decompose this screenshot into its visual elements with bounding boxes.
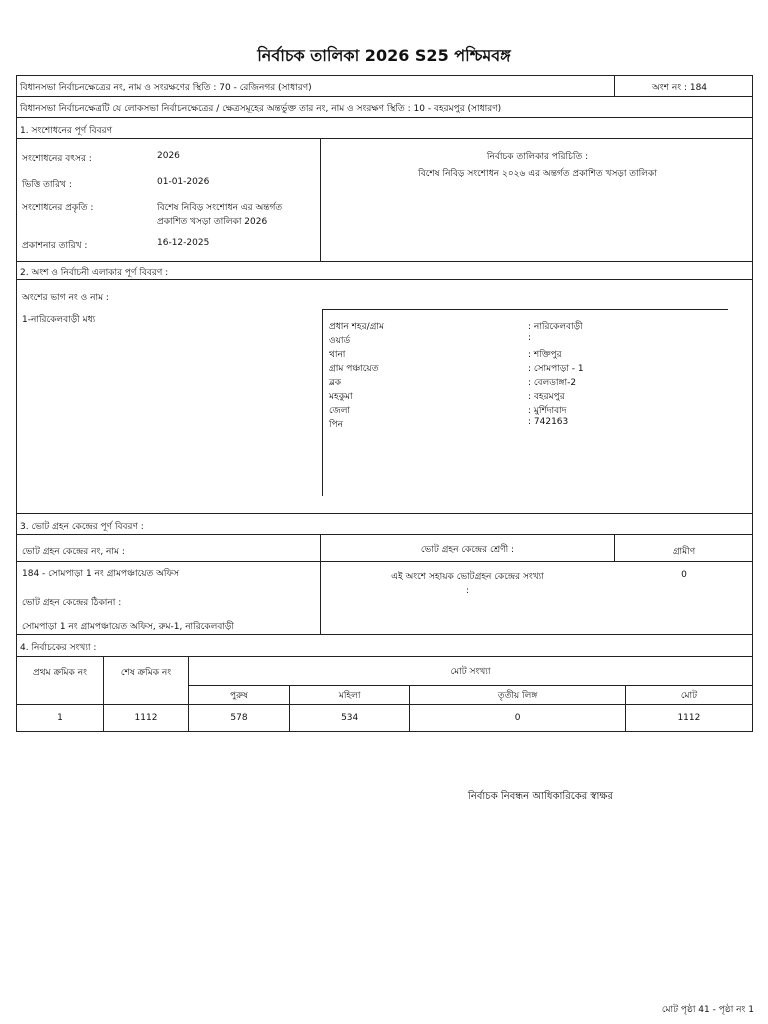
section1-divider	[320, 138, 321, 262]
place-row-key: ওয়ার্ড	[329, 336, 351, 346]
first-serial-value: 1	[17, 705, 104, 732]
station-address-value: সোমপাড়া 1 নং গ্রামপঞ্চায়েত অফিস, রুম-1, নারিকেলবাড়ী	[22, 622, 234, 632]
roll-identification-label: নির্বাচক তালিকার পরিচিতি :	[486, 152, 589, 162]
third-gender-count: 0	[410, 705, 625, 732]
sum-header: মোট	[625, 686, 752, 705]
page-number: মোট পৃষ্ঠা 41 - পৃষ্ঠা নং 1	[661, 1005, 754, 1015]
page-title: নির্বাচক তালিকা 2026 S25 পশ্চিমবঙ্গ	[257, 46, 511, 65]
publication-date-label: প্রকাশনার তারিখ :	[22, 241, 88, 251]
auxiliary-stations-label: এই অংশে সহায়ক ভোটগ্রহন কেন্দ্রের সংখ্যা	[391, 572, 544, 582]
section3-heading: 3. ভোট গ্রহন কেন্দ্রের পূর্ণ বিবরণ :	[20, 522, 144, 532]
base-date-label: ভিত্তি তারিখ :	[22, 180, 72, 190]
revision-year-label: সংশোধনের বৎসর :	[22, 154, 92, 164]
place-row-value: : বেলডাঙ্গা-2	[528, 378, 577, 388]
place-row	[329, 375, 729, 389]
signature-label: নির্বাচক নিবন্ধন আধিকারিকের স্বাক্ষর	[468, 791, 613, 802]
place-row-value: : শক্তিপুর	[528, 350, 562, 360]
male-count: 578	[189, 705, 290, 732]
revision-year-value: 2026	[157, 151, 180, 161]
place-row-value: : সোমপাড়া - 1	[528, 364, 584, 374]
third-gender-header: তৃতীয় লিঙ্গ	[410, 686, 625, 705]
place-row	[329, 403, 729, 417]
place-row-key: জেলা	[329, 406, 351, 416]
revision-nature-value-line1: বিশেষ নিবিড় সংশোধন এর অন্তর্গত	[157, 203, 283, 213]
revision-nature-label: সংশোধনের প্রকৃতি :	[22, 203, 94, 213]
male-header: পুরুষ	[189, 686, 290, 705]
publication-date-value: 16-12-2025	[157, 238, 210, 248]
parliamentary-constituency-text: বিধানসভা নির্বাচনক্ষেত্রটি যে লোকসভা নির্বাচনক্ষেত্রের / ক্ষেত্রসমূহের অন্তর্ভুক্ত তার নং, নাম ও সংরক্ষণ স্থিতি : 10 - বহরমপুর (সাধারণ)	[20, 104, 502, 114]
base-date-value: 01-01-2026	[157, 177, 210, 187]
place-row-value: : 742163	[528, 417, 569, 427]
auxiliary-stations-value: 0	[681, 570, 687, 580]
place-row-key: গ্রাম পঞ্চায়েত	[329, 364, 379, 374]
total-count-header: মোট সংখ্যা	[189, 657, 753, 686]
station-number-name-value: 184 - সোমপাড়া 1 নং গ্রামপঞ্চায়েত অফিস	[22, 569, 180, 579]
section3-right-rule	[320, 561, 753, 562]
station-number-name-label: ভোট গ্রহন কেন্দ্রের নং, নাম :	[22, 547, 125, 557]
place-row-value: : নারিকেলবাড়ী	[528, 322, 583, 332]
revision-nature-value-line2: প্রকাশিত খসড়া তালিকা 2026	[157, 217, 268, 227]
auxiliary-stations-colon: :	[465, 586, 470, 596]
part-number: অংশ নং : 184	[652, 83, 708, 93]
female-count: 534	[289, 705, 409, 732]
table-row	[17, 705, 753, 732]
place-row-value: :	[528, 333, 532, 343]
female-header: মহিলা	[289, 686, 409, 705]
section1-heading: 1. সংশোধনের পূর্ণ বিবরণ	[20, 126, 113, 136]
place-row	[329, 333, 729, 347]
place-row	[329, 417, 729, 431]
place-details-left-rule	[322, 309, 323, 496]
place-row	[329, 389, 729, 403]
place-row-key: প্রধান শহর/গ্রাম	[329, 322, 384, 332]
place-row-key: পিন	[329, 420, 344, 430]
section1-header	[16, 117, 753, 139]
station-category-value: গ্রামীণ	[672, 547, 696, 557]
last-serial-header: শেষ ক্রমিক নং	[104, 657, 189, 705]
place-row-key: মহকুমা	[329, 392, 353, 402]
total-count: 1112	[625, 705, 752, 732]
place-row-key: ব্লক	[329, 378, 342, 388]
place-row-key: থানা	[329, 350, 346, 360]
roll-identification-value: বিশেষ নিবিড় সংশোধন ২০২৬ এর অন্তর্গত প্রকাশিত খসড়া তালিকা	[418, 169, 657, 179]
place-row-value: : বহরমপুর	[528, 392, 565, 402]
first-serial-header: প্রথম ক্রমিক নং	[17, 657, 104, 705]
place-row-value: : মুর্শিদাবাদ	[528, 406, 567, 416]
assembly-constituency-text: বিধানসভা নির্বাচনক্ষেত্রের নং, নাম ও সংরক্ষণের স্থিতি : 70 - রেজিনগর (সাধারণ)	[20, 83, 312, 93]
elector-count-table	[16, 656, 753, 732]
part-name-label: অংশের ভাগ নং ও নাম :	[22, 293, 109, 303]
section4-heading: 4. নির্বাচকের সংখ্যা :	[20, 643, 97, 653]
place-details-top-rule	[322, 309, 728, 310]
section2-heading: 2. অংশ ও নির্বাচনী এলাকার পূর্ণ বিবরণ :	[20, 268, 169, 278]
place-row	[329, 319, 729, 333]
place-row	[329, 347, 729, 361]
row-divider	[614, 75, 615, 97]
station-category-label: ভোট গ্রহন কেন্দ্রের শ্রেণী :	[420, 545, 515, 555]
last-serial-value: 1112	[104, 705, 189, 732]
station-address-label: ভোট গ্রহন কেন্দ্রের ঠিকানা :	[22, 598, 122, 608]
section3-left-rule	[16, 561, 321, 562]
section4-header	[16, 634, 753, 657]
part-name-value: 1-নারিকেলবাড়ী মধ্য	[22, 315, 96, 325]
place-row	[329, 361, 729, 375]
